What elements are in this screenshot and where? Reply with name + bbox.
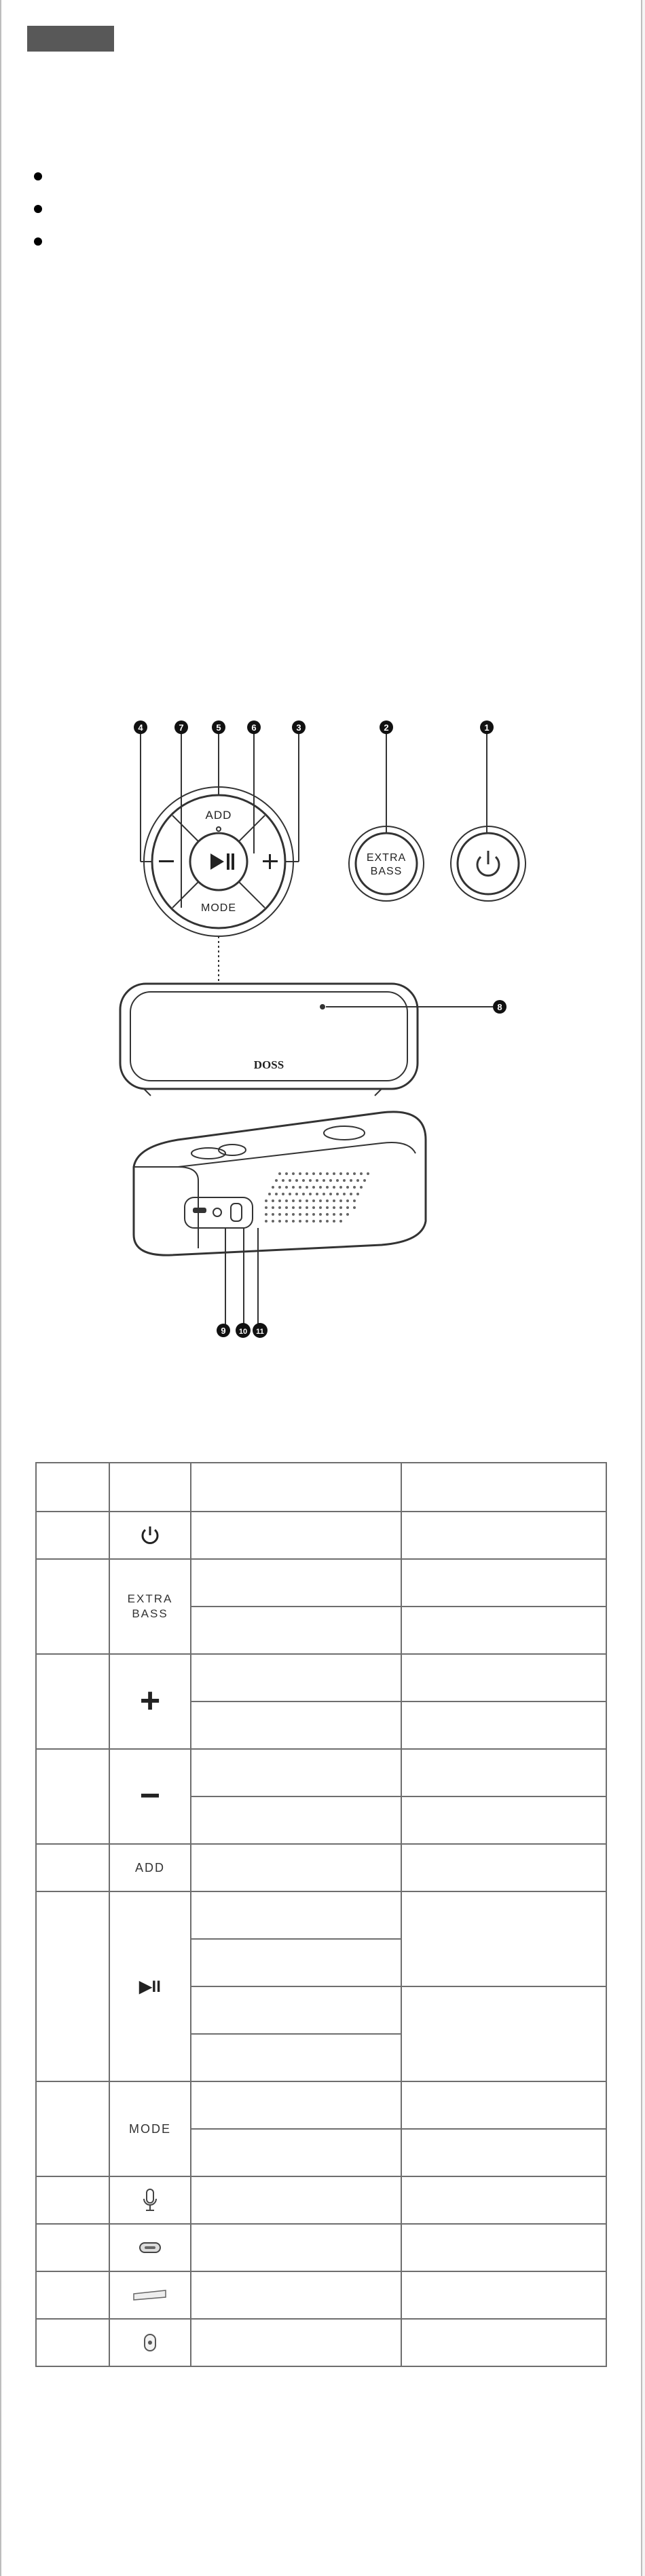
table-cell — [191, 1796, 401, 1844]
table-cell — [36, 1749, 109, 1844]
table-cell — [191, 2224, 401, 2271]
table-cell — [191, 2129, 401, 2176]
bullet-item — [29, 198, 56, 231]
table-cell — [109, 2081, 191, 2176]
table-row-add — [36, 1844, 606, 1891]
table-cell — [401, 2271, 606, 2319]
table-cell — [401, 1559, 606, 1607]
plus-symbol: + — [139, 1681, 161, 1720]
table-cell — [36, 2319, 109, 2366]
table-cell — [36, 2176, 109, 2224]
play-pause-symbol: ▶II — [139, 1977, 161, 1996]
table-cell — [191, 1559, 401, 1607]
table-row-usb-c — [36, 2224, 606, 2271]
table-cell — [109, 2319, 191, 2366]
table-header-row — [36, 1463, 606, 1512]
table-row-aux-jack — [36, 2319, 606, 2366]
aux-jack-icon — [142, 2332, 158, 2353]
speaker-front-body — [120, 984, 418, 1089]
table-cell — [191, 2176, 401, 2224]
extra-bass-label-line2: BASS — [370, 866, 403, 877]
table-cell — [109, 1512, 191, 1559]
table-cell — [401, 2176, 606, 2224]
table-cell — [36, 2271, 109, 2319]
table-cell — [191, 1939, 401, 1986]
table-cell — [109, 1844, 191, 1891]
table-cell — [401, 2081, 606, 2129]
microphone-icon — [140, 2187, 160, 2213]
table-row-microphone — [36, 2176, 606, 2224]
table-cell — [191, 1749, 401, 1796]
callout-5: 5 — [216, 723, 221, 733]
table-cell — [36, 1844, 109, 1891]
bullet-list — [29, 166, 56, 263]
table-cell — [191, 1654, 401, 1702]
table-cell — [191, 2034, 401, 2081]
table-cell — [191, 1463, 401, 1512]
callout-3: 3 — [296, 723, 301, 733]
table-cell — [191, 1702, 401, 1749]
table-row-play-pause — [36, 1891, 606, 1939]
mode-label: MODE — [201, 902, 236, 914]
callout-1: 1 — [484, 723, 490, 733]
table-cell — [191, 1891, 401, 1939]
speaker-grille — [265, 1172, 369, 1223]
section-header-bar — [27, 26, 114, 52]
table-cell — [109, 1654, 191, 1749]
extra-bass-button — [356, 833, 417, 894]
callout-2: 2 — [384, 723, 389, 733]
table-cell — [401, 1463, 606, 1512]
table-row-extra-bass — [36, 1559, 606, 1607]
table-cell — [36, 1559, 109, 1654]
callout-8: 8 — [497, 1002, 502, 1012]
minus-symbol: − — [139, 1776, 161, 1815]
table-cell — [401, 1512, 606, 1559]
extra-bass-button-outer — [349, 826, 424, 901]
table-row-aux-slot — [36, 2271, 606, 2319]
table-cell — [36, 2081, 109, 2176]
table-cell — [109, 1463, 191, 1512]
table-cell — [36, 1463, 109, 1512]
table-cell — [191, 2319, 401, 2366]
table-cell — [36, 1512, 109, 1559]
table-cell — [401, 1796, 606, 1844]
callout-10: 10 — [238, 1328, 248, 1336]
speaker-diagram — [1, 706, 644, 1357]
extra-bass-label-line1: EXTRA — [366, 852, 407, 864]
power-icon — [139, 1524, 162, 1547]
table-cell — [109, 1749, 191, 1844]
usb-c-port-icon — [138, 2241, 162, 2254]
mode-label: MODE — [129, 2121, 171, 2136]
speaker-side-body — [134, 1112, 426, 1255]
extra-bass-line1: EXTRA — [127, 1592, 173, 1605]
table-cell — [401, 1607, 606, 1654]
table-cell — [191, 1986, 401, 2034]
table-row-mode — [36, 2081, 606, 2129]
table-cell — [36, 1654, 109, 1749]
table-cell — [109, 1891, 191, 2081]
table-cell — [401, 1749, 606, 1796]
table-cell — [401, 2129, 606, 2176]
table-cell — [36, 2224, 109, 2271]
table-cell — [191, 2271, 401, 2319]
table-cell — [109, 2271, 191, 2319]
table-cell — [401, 1844, 606, 1891]
table-cell — [109, 2176, 191, 2224]
table-row-volume-up — [36, 1654, 606, 1702]
table-cell — [36, 1891, 109, 2081]
callout-4: 4 — [138, 723, 143, 733]
table-cell — [191, 2081, 401, 2129]
bullet-item — [29, 166, 56, 198]
table-cell — [191, 1607, 401, 1654]
table-row-power — [36, 1512, 606, 1559]
table-row-volume-down — [36, 1749, 606, 1796]
table-cell — [401, 1986, 606, 2081]
table-cell — [401, 1702, 606, 1749]
callout-9: 9 — [221, 1326, 226, 1336]
callout-6: 6 — [251, 723, 257, 733]
extra-bass-line2: BASS — [132, 1607, 168, 1620]
add-label: ADD — [205, 809, 232, 822]
table-cell — [401, 2224, 606, 2271]
add-label: ADD — [134, 1860, 165, 1875]
table-cell — [109, 1559, 191, 1654]
table-cell — [401, 1891, 606, 1986]
table-cell — [401, 2319, 606, 2366]
button-function-table — [35, 1462, 607, 2367]
table-cell — [191, 1512, 401, 1559]
callout-11: 11 — [256, 1328, 264, 1336]
callout-7: 7 — [179, 723, 184, 733]
brand-logo: DOSS — [253, 1058, 284, 1071]
table-cell — [109, 2224, 191, 2271]
table-cell — [401, 1654, 606, 1702]
aux-slot-icon — [132, 2288, 168, 2303]
bullet-item — [29, 231, 56, 263]
table-cell — [191, 1844, 401, 1891]
